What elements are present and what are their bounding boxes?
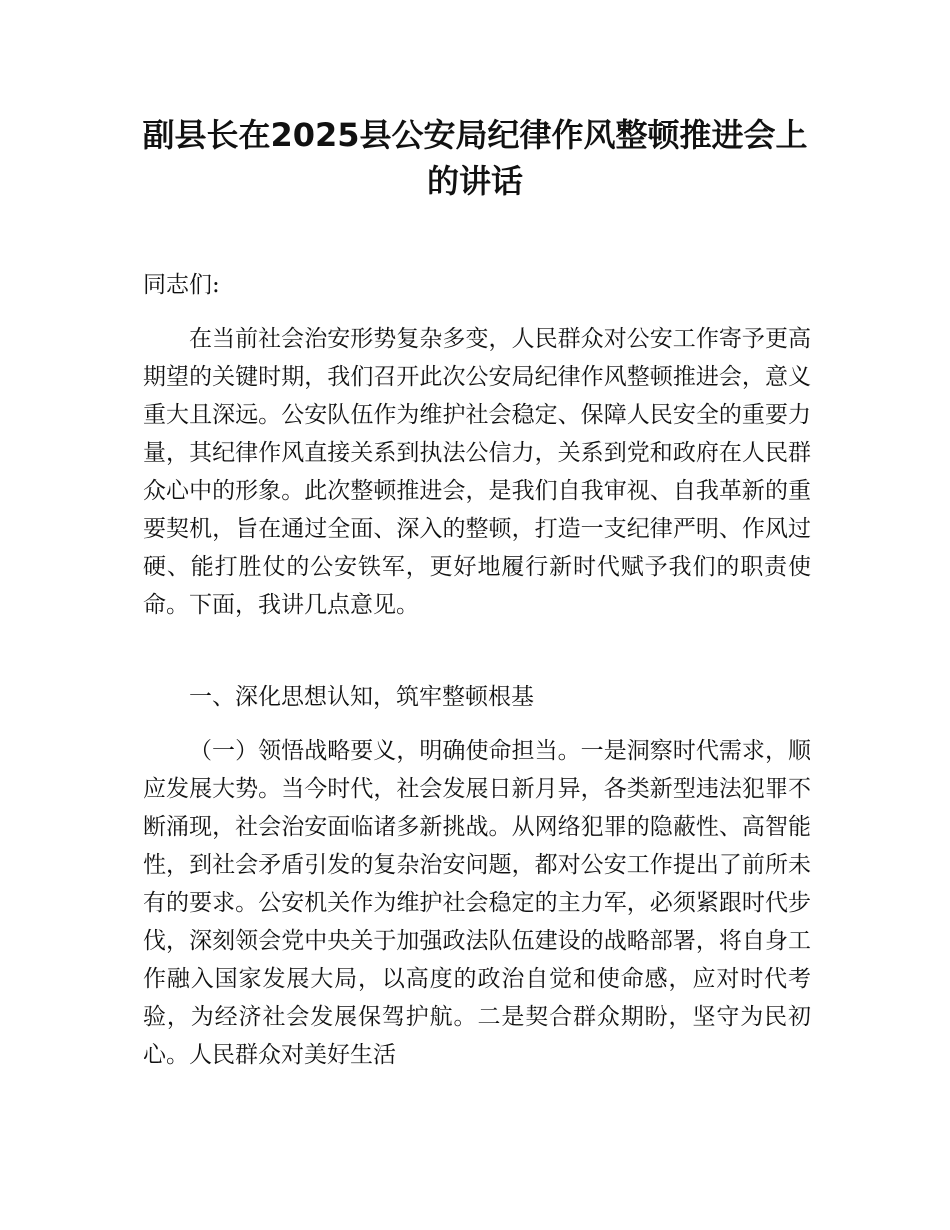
section-heading-1: 一、深化思想认知，筑牢整顿根基 (189, 684, 534, 710)
title-line-2: 的讲话 (426, 162, 523, 200)
title-line-1: 副县长在2025县公安局纪律作风整顿推进会上 (142, 116, 808, 154)
intro-paragraph: 在当前社会治安形势复杂多变，人民群众对公安工作寄予更高期望的关键时期，我们召开此次公安局纪律作风整顿推进会，意义重大且深远。公安队伍作为维护社会稳定、保障人民安全的重要力量，其纪律作风直接关系到执法公信力，关系到党和政府在人民群众心中的形象。此次整顿推进会，是我们自我审视、自我革新的重要契机，旨在通过全面、深入的整顿，打造一支纪律严明、作风过硬、能打胜仗的公安铁军，更好地履行新时代赋予我们的职责使命。下面，我讲几点意见。 (143, 326, 811, 618)
section-1-paragraph-1: （一）领悟战略要义，明确使命担当。一是洞察时代需求，顺应发展大势。当今时代，社会发展日新月异，各类新型违法犯罪不断涌现，社会治安面临诸多新挑战。从网络犯罪的隐蔽性、高智能性，到社会矛盾引发的复杂治安问题，都对公安工作提出了前所未有的要求。公安机关作为维护社会稳定的主力军，必须紧跟时代步伐，深刻领会党中央关于加强政法队伍建设的战略部署，将自身工作融入国家发展大局，以高度的政治自觉和使命感，应对时代考验，为经济社会发展保驾护航。二是契合群众期盼，坚守为民初心。人民群众对美好生活 (143, 738, 811, 1068)
salutation: 同志们: (143, 272, 220, 298)
document-title (120, 112, 830, 204)
